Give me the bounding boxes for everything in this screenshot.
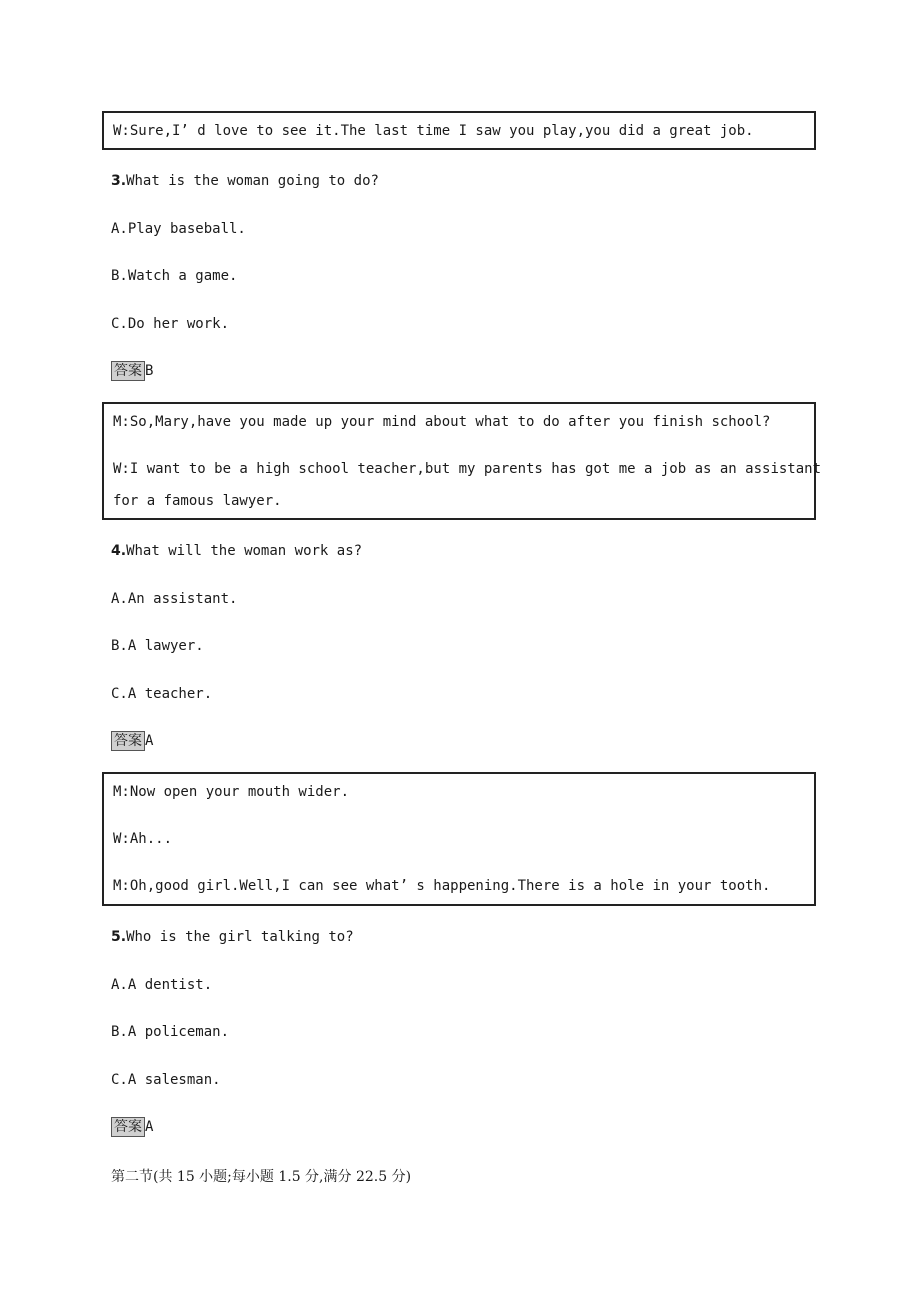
transcript-box-1 [102, 111, 816, 150]
question-text: What will the woman work as? [126, 543, 363, 559]
option-c: C.Do her work. [111, 316, 230, 332]
question-number: 4. [111, 543, 127, 559]
answer-value: A [145, 1119, 154, 1135]
answer-row [111, 1117, 153, 1137]
answer-value: A [145, 733, 154, 749]
section-heading: 第二节(共 15 小题;每小题 1.5 分,满分 22.5 分) [111, 1169, 412, 1185]
option-b: B.A lawyer. [111, 638, 204, 654]
option-a: A.A dentist. [111, 977, 213, 993]
option-c: C.A salesman. [111, 1072, 221, 1088]
question-text: What is the woman going to do? [126, 173, 379, 189]
transcript-line: W:I want to be a high school teacher,but my parents has got me a job as an assistant [113, 461, 822, 477]
question-3 [111, 173, 379, 189]
transcript-line: M:Now open your mouth wider. [113, 784, 350, 800]
transcript-line: W:Ah... [113, 831, 173, 847]
option-c: C.A teacher. [111, 686, 213, 702]
transcript-box-2 [102, 402, 822, 520]
option-a: A.An assistant. [111, 591, 238, 607]
answer-badge: 答案 [111, 1117, 145, 1137]
transcript-line: M:So,Mary,have you made up your mind about what to do after you finish school? [113, 414, 771, 430]
transcript-box-3 [102, 772, 816, 906]
question-number: 5. [111, 929, 127, 945]
answer-value: B [145, 363, 154, 379]
option-b: B.Watch a game. [111, 268, 238, 284]
option-a: A.Play baseball. [111, 221, 246, 237]
answer-badge: 答案 [111, 361, 145, 381]
transcript-line: for a famous lawyer. [113, 493, 282, 509]
transcript-line: M:Oh,good girl.Well,I can see what’ s happening.There is a hole in your tooth. [113, 878, 771, 894]
question-text: Who is the girl talking to? [126, 929, 354, 945]
transcript-line: W:Sure,I’ d love to see it.The last time I saw you play,you did a great job. [113, 123, 754, 139]
option-b: B.A policeman. [111, 1024, 230, 1040]
answer-row [111, 731, 153, 751]
answer-row [111, 361, 153, 381]
question-4 [111, 543, 362, 559]
answer-badge: 答案 [111, 731, 145, 751]
question-5 [111, 929, 354, 945]
question-number: 3. [111, 173, 127, 189]
